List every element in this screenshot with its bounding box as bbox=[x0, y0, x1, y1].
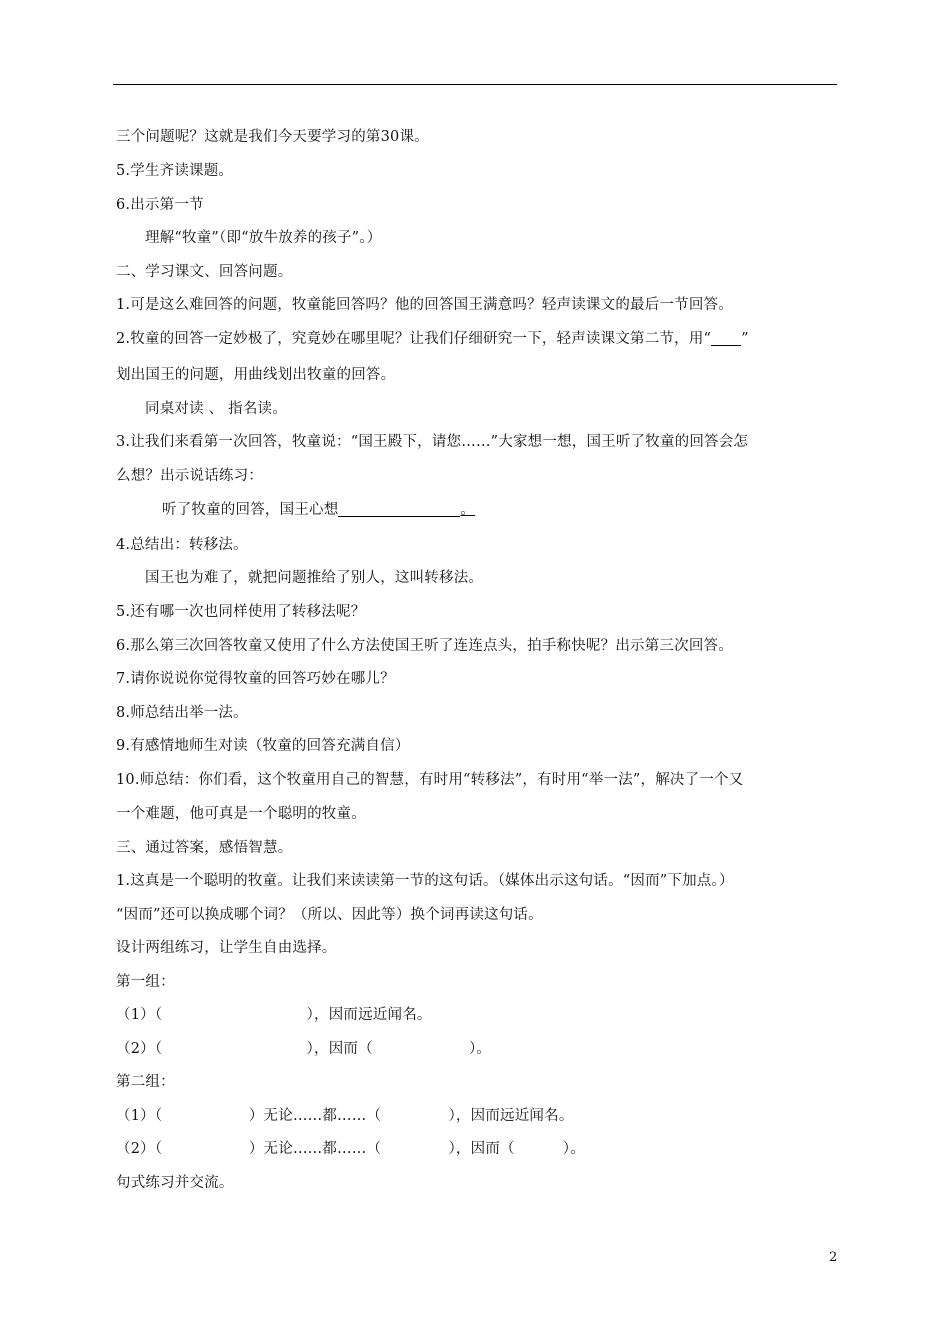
text-line: 10.师总结：你们看，这个牧童用自己的智慧，有时用“转移法”，有时用“举一法”，解决了一个又 bbox=[116, 772, 744, 788]
text-line: 3.让我们来看第一次回答，牧童说：“国王殿下，请您……”大家想一想，国王听了牧童的回答会怎 bbox=[116, 434, 749, 450]
text-line: 4.总结出：转移法。 bbox=[116, 537, 248, 553]
text-line: 句式练习并交流。 bbox=[116, 1175, 234, 1191]
text-line: 1.这真是一个聪明的牧童。让我们来读读第一节的这句话。（媒体出示这句话。“因而”下加点。） bbox=[116, 873, 734, 889]
fill-blank bbox=[711, 331, 741, 346]
text-line: 2.牧童的回答一定妙极了，究竟妙在哪里呢？让我们仔细研究一下，轻声读课文第二节，用“ ” bbox=[116, 331, 749, 347]
exercise-item: （2）（ ），因而（ ）。 bbox=[116, 1041, 492, 1057]
text-line: 国王也为难了，就把问题推给了别人，这叫转移法。 bbox=[145, 570, 484, 586]
text-line: 一个难题，他可真是一个聪明的牧童。 bbox=[116, 806, 366, 822]
section-heading: 二、学习课文、回答问题。 bbox=[116, 264, 293, 280]
text-line: 6.出示第一节 bbox=[116, 197, 204, 213]
exercise-item: （2）（ ）无论……都……（ ），因而（ ）。 bbox=[116, 1141, 585, 1157]
section-heading: 三、通过答案，感悟智慧。 bbox=[116, 840, 293, 856]
group-label: 第一组： bbox=[116, 974, 175, 990]
text-line: 三个问题呢？这就是我们今天要学习的第30课。 bbox=[116, 129, 429, 145]
text-line: 7.请你说说你觉得牧童的回答巧妙在哪儿？ bbox=[116, 671, 395, 687]
text-line: 设计两组练习，让学生自由选择。 bbox=[116, 940, 337, 956]
text-line: 听了牧童的回答，国王心想 。 bbox=[162, 502, 476, 518]
header-rule bbox=[113, 84, 837, 85]
page-number: 2 bbox=[829, 1250, 838, 1265]
text-line: 5.学生齐读课题。 bbox=[116, 163, 234, 179]
text-line: “因而”还可以换成哪个词？（所以、因此等）换个词再读这句话。 bbox=[116, 907, 543, 923]
text-line: 1.可是这么难回答的问题，牧童能回答吗？他的回答国王满意吗？轻声读课文的最后一节回答。 bbox=[116, 297, 733, 313]
exercise-item: （1）（ ）无论……都……（ ），因而远近闻名。 bbox=[116, 1108, 574, 1124]
text-line: 同桌对读 、 指名读。 bbox=[145, 401, 287, 417]
exercise-item: （1）（ ），因而远近闻名。 bbox=[116, 1007, 432, 1023]
fill-blank bbox=[338, 502, 460, 517]
text-line: 么想？出示说话练习： bbox=[116, 468, 263, 484]
group-label: 第二组： bbox=[116, 1074, 175, 1090]
text-line: 划出国王的问题，用曲线划出牧童的回答。 bbox=[116, 367, 396, 383]
text-line: 5.还有哪一次也同样使用了转移法呢？ bbox=[116, 604, 366, 620]
text-line: 8.师总结出举一法。 bbox=[116, 705, 248, 721]
text-line: 理解“牧童”（即“放牛放养的孩子”。） bbox=[145, 230, 382, 246]
text-line: 6.那么第三次回答牧童又使用了什么方法使国王听了连连点头，拍手称快呢？出示第三次回答。 bbox=[116, 638, 733, 654]
text-line: 9.有感情地师生对读（牧童的回答充满自信） bbox=[116, 738, 410, 754]
